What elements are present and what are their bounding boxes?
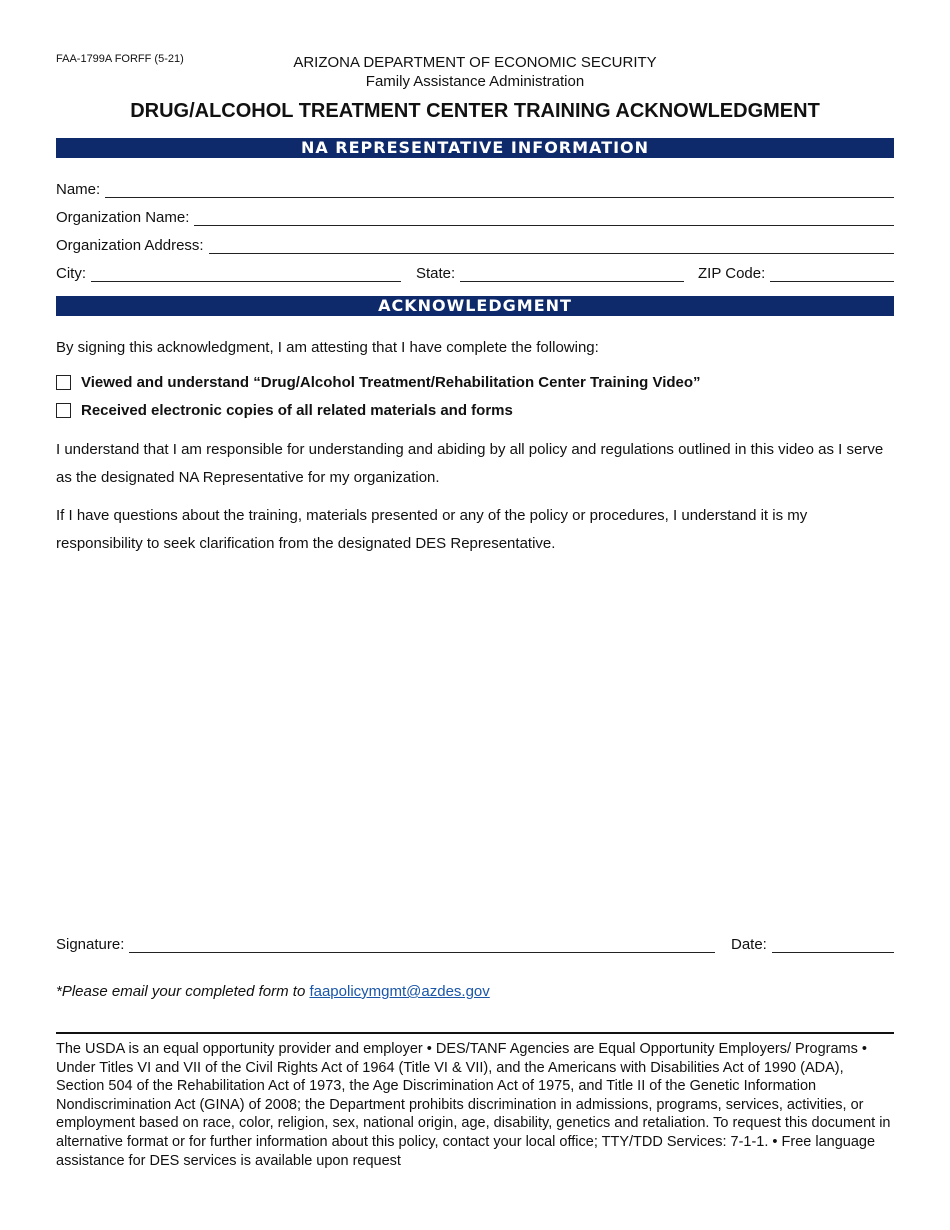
state-field[interactable] [416, 265, 684, 282]
organization-address-field[interactable] [56, 237, 894, 254]
organization-name-input-line[interactable] [194, 211, 894, 226]
form-id: FAA-1799A FORFF (5-21) [56, 53, 184, 65]
name-input-line[interactable] [105, 183, 894, 198]
footer-divider [56, 1032, 894, 1034]
state-input-line[interactable] [460, 267, 684, 282]
signature-input-line[interactable] [129, 938, 715, 953]
checkbox-label-materials: Received electronic copies of all related materials and forms [81, 402, 513, 419]
zip-input-line[interactable] [770, 267, 894, 282]
organization-address-label: Organization Address: [56, 237, 204, 254]
email-instruction [56, 983, 490, 1000]
checkbox-label-training-video: Viewed and understand “Drug/Alcohol Treatment/Rehabilitation Center Training Video” [81, 374, 701, 391]
document-title: DRUG/ALCOHOL TREATMENT CENTER TRAINING ACKNOWLEDGMENT [130, 100, 820, 122]
section-heading-acknowledgment: ACKNOWLEDGMENT [56, 296, 894, 316]
name-field[interactable] [56, 181, 894, 198]
state-label: State: [416, 265, 456, 282]
date-label: Date: [731, 936, 767, 953]
name-label: Name: [56, 181, 101, 198]
organization-name-field[interactable] [56, 209, 894, 226]
date-field[interactable] [731, 936, 894, 953]
date-input-line[interactable] [772, 938, 894, 953]
checkbox-row-materials[interactable] [56, 402, 513, 419]
division-name: Family Assistance Administration [365, 73, 585, 90]
city-label: City: [56, 265, 86, 282]
checkbox-materials[interactable] [56, 403, 71, 418]
footer-disclaimer: The USDA is an equal opportunity provider and employer • DES/TANF Agencies are Equal Opportunity Employers/ Programs • Under Titles VI and VII of the Civil Rights Act of 1964 (Title VI & VII), and the Americans with Disabilities Act of 1990 (ADA), Section 504 of the Rehabilitation Act of 1973, the Age Discrimination Act of 1975, and Title II of the Genetic Information Nondiscrimination Act (GINA) of 2008; the Department prohibits discrimination in admissions, programs, services, activities, or employment based on race, color, religion, sex, national origin, age, disability, genetics and retaliation. To request this document in alternative format or for further information about this policy, contact your local office; TTY/TDD Services: 7-1-1. • Free language assistance for DES services is available upon request [56, 1041, 891, 1169]
email-instruction-text: *Please email your completed form to [56, 983, 310, 1000]
email-link[interactable]: faapolicymgmt@azdes.gov [309, 983, 490, 1000]
city-input-line[interactable] [91, 267, 401, 282]
questions-paragraph: If I have questions about the training, materials presented or any of the policy or procedures, I understand it is my responsibility to seek clarification from the designated DES Representative. [56, 507, 808, 552]
checkbox-training-video[interactable] [56, 375, 71, 390]
organization-address-input-line[interactable] [209, 239, 894, 254]
section-heading-representative: NA REPRESENTATIVE INFORMATION [56, 138, 894, 158]
signature-field[interactable] [56, 936, 715, 953]
zip-label: ZIP Code: [698, 265, 766, 282]
zip-field[interactable] [698, 265, 894, 282]
checkbox-row-training-video[interactable] [56, 374, 701, 391]
signature-label: Signature: [56, 936, 125, 953]
intro-text: By signing this acknowledgment, I am attesting that I have complete the following: [56, 339, 599, 356]
responsibility-paragraph: I understand that I am responsible for understanding and abiding by all policy and regulations outlined in this video as I serve as the designated NA Representative for my organization. [56, 441, 884, 486]
organization-name-label: Organization Name: [56, 209, 190, 226]
agency-name: ARIZONA DEPARTMENT OF ECONOMIC SECURITY [293, 54, 657, 71]
agency-header [0, 53, 950, 91]
city-field[interactable] [56, 265, 401, 282]
